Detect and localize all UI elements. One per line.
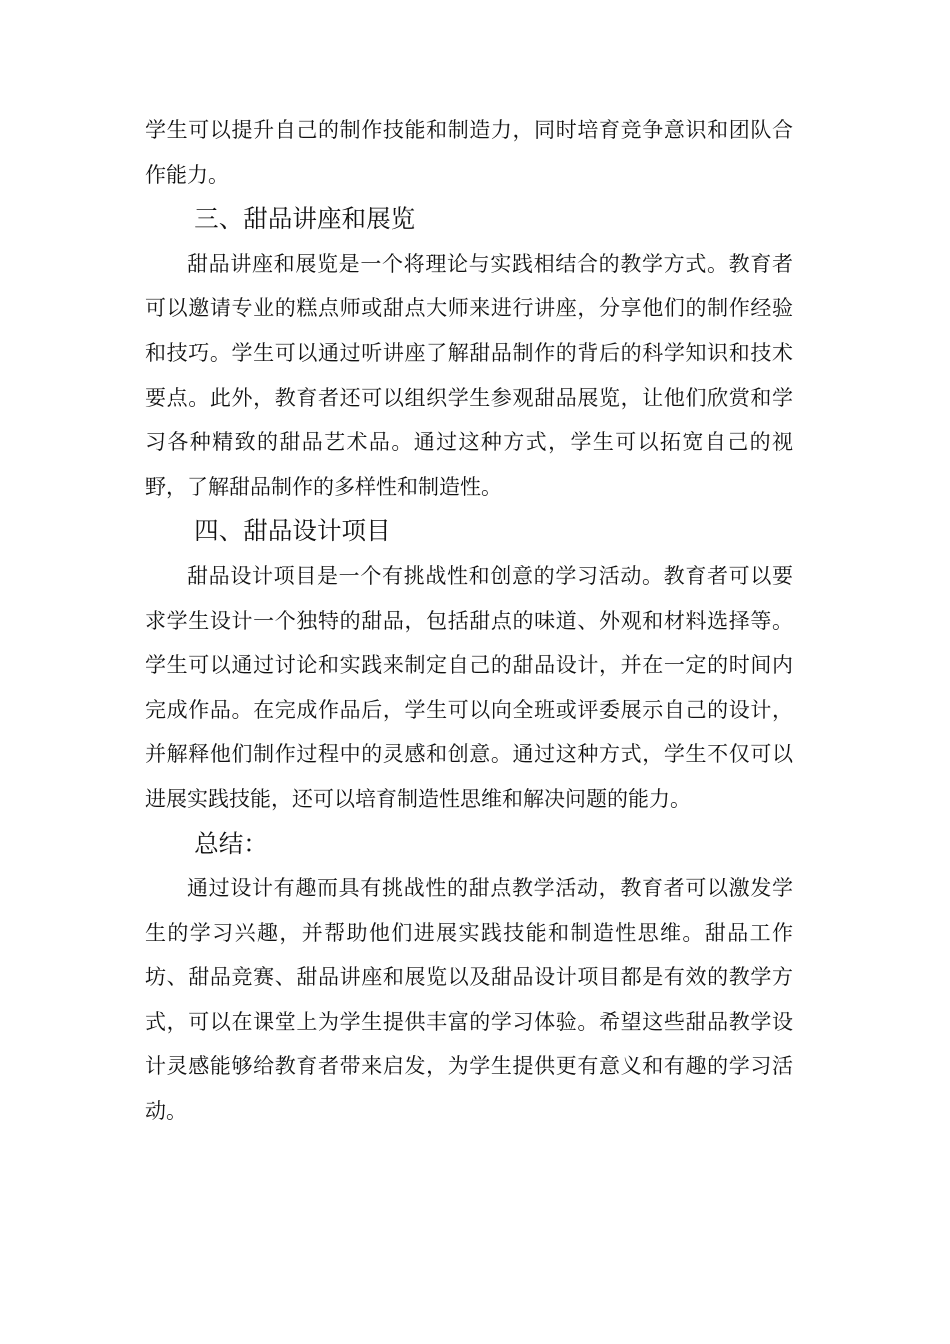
section-heading-lectures-exhibitions: 三、甜品讲座和展览 [194, 204, 416, 234]
paragraph-continuation: 学生可以提升自己的制作技能和制造力，同时培育竞争意识和团队合作能力。 [145, 118, 793, 187]
section-heading-summary: 总结： [194, 828, 268, 858]
document-page [145, 108, 793, 1134]
section-heading-design-project: 四、甜品设计项目 [194, 516, 391, 546]
paragraph-lectures-exhibitions: 甜品讲座和展览是一个将理论与实践相结合的教学方式。教育者可以邀请专业的糕点师或甜点大师来进行讲座，分享他们的制作经验和技巧。学生可以通过听讲座了解甜品制作的背后的科学知识和技术要点。此外，教育者还可以组织学生参观甜品展览，让他们欣赏和学习各种精致的甜品艺术品。通过这种方式，学生可以拓宽自己的视野，了解甜品制作的多样性和制造性。 [145, 251, 793, 499]
paragraph-summary: 通过设计有趣而具有挑战性的甜点教学活动，教育者可以激发学生的学习兴趣，并帮助他们进展实践技能和制造性思维。甜品工作坊、甜品竞赛、甜品讲座和展览以及甜品设计项目都是有效的教学方式，可以在课堂上为学生提供丰富的学习体验。希望这些甜品教学设计灵感能够给教育者带来启发，为学生提供更有意义和有趣的学习活动。 [145, 876, 793, 1124]
paragraph-design-project: 甜品设计项目是一个有挑战性和创意的学习活动。教育者可以要求学生设计一个独特的甜品，包括甜点的味道、外观和材料选择等。学生可以通过讨论和实践来制定自己的甜品设计，并在一定的时间内完成作品。在完成作品后，学生可以向全班或评委展示自己的设计，并解释他们制作过程中的灵感和创意。通过这种方式，学生不仅可以进展实践技能，还可以培育制造性思维和解决问题的能力。 [145, 563, 793, 811]
